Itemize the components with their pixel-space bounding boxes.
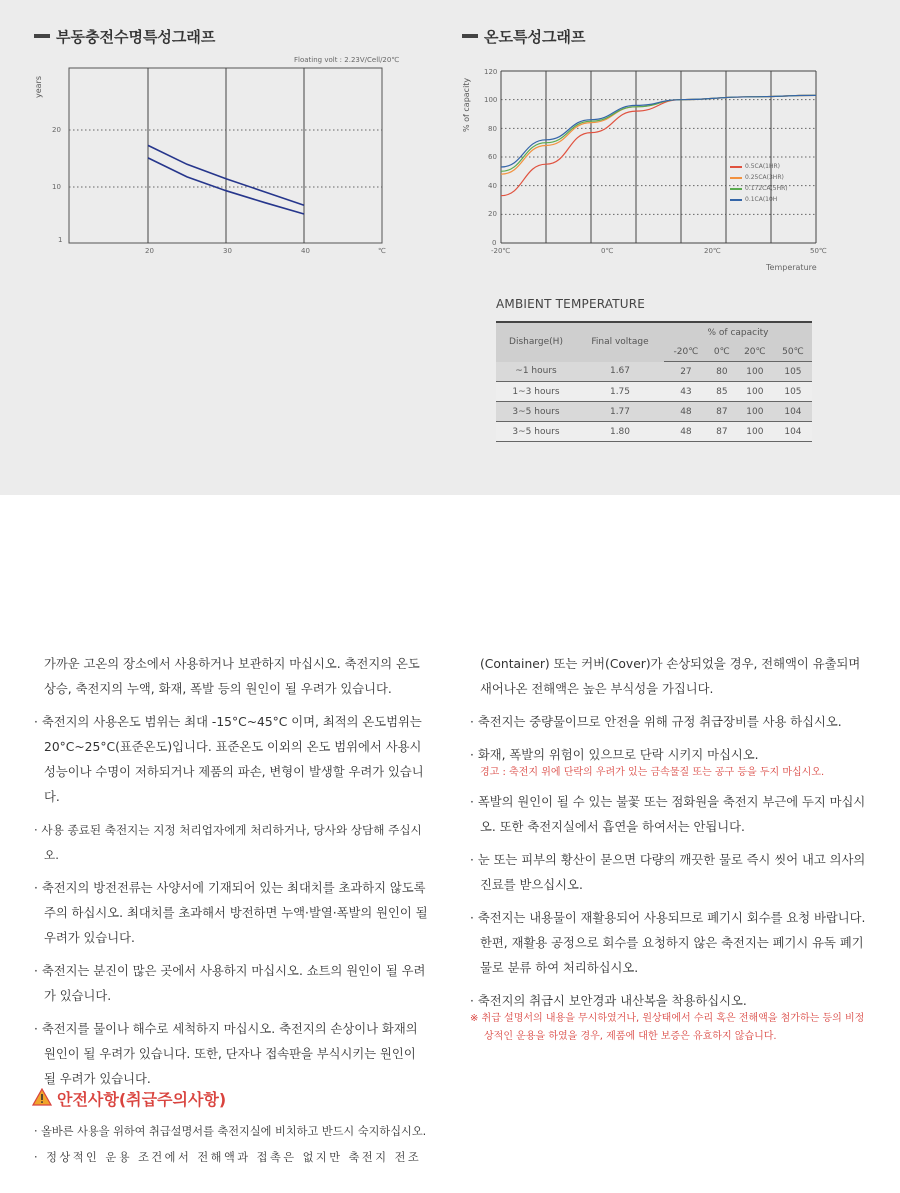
ambient-title: AMBIENT TEMPERATURE [496,297,646,311]
float-ytick-20: 20 [52,126,61,134]
cell: 100 [736,362,774,382]
bullet-item: · 축전지의 사용온도 범위는 최대 -15°C~45°C 이며, 최적의 온도범위는 20°C~25°C(표준온도)입니다. 표준온도 이외의 온도 범위에서 사용시 성능이나 수명이 저하되거나 제품의 파손, 변형이 발생할 우려가 있습니다. [34,715,424,804]
float-xtick-30: 30 [223,247,232,255]
cell: 100 [736,382,774,402]
bullet-item: · 축전지는 중량물이므로 안전을 위해 규정 취급장비를 사용 하십시오. [470,715,842,729]
temp-chart [450,0,900,280]
cell: 27 [664,362,708,382]
bullet-item: · 축전지의 방전전류는 사양서에 기재되어 있는 최대치를 초과하지 않도록 주의 하십시오. 최대치를 초과해서 방전하면 누액·발열·폭발의 원인이 될 우려가 있습니다. [34,881,428,945]
temp-xtick-50: 50℃ [810,247,827,255]
cell: 80 [708,362,736,382]
cell: 105 [774,382,812,402]
bullet-item: · 눈 또는 피부의 황산이 묻으면 다량의 깨끗한 물로 즉시 씻어 내고 의사의 진료를 받으십시오. [470,853,866,892]
cell: 87 [708,402,736,422]
warning-icon [32,1088,52,1110]
temp-xtick-20: 20℃ [704,247,721,255]
float-chart-note: Floating volt : 2.23V/Cell/20℃ [294,56,400,64]
table-row [496,402,812,422]
cell: 48 [664,422,708,442]
cell: 104 [774,402,812,422]
legend-swatch [730,177,742,179]
bullet-item: · 축전지를 물이나 해수로 세척하지 마십시오. 축전지의 손상이나 화재의 원인이 될 우려가 있습니다. 또한, 단자나 접속판을 부식시키는 원인이 될 우려가 있습니다. [34,1022,418,1086]
legend-swatch [730,166,742,168]
float-xtick-20: 20 [145,247,154,255]
cell: 100 [736,422,774,442]
legend-label: 0.1CA(10H [745,196,778,203]
col-temp: 0℃ [708,342,736,362]
cell: 1.67 [576,362,664,382]
bullet-item: · 화재, 폭발의 위험이 있으므로 단락 시키지 마십시오. [470,748,759,762]
cell: 87 [708,422,736,442]
table-row [496,382,812,402]
temp-ytick-20: 20 [488,210,497,218]
float-chart-title-text: 부동충전수명특성그래프 [56,28,216,46]
legend-label: 0.25CA(3HR) [745,174,784,181]
cell: 3~5 hours [496,422,576,442]
legend-swatch [730,199,742,201]
ambient-table [496,321,812,442]
col-discharge: Disharge(H) [496,322,576,362]
disclaimer-note: ※ 취급 설명서의 내용을 무시하였거나, 원상태에서 수리 혹은 전해액을 첨가하는 등의 비정상적인 운용을 하였을 경우, 제품에 대한 보증은 유효하지 않습니다. [470,1013,865,1042]
col-temp: 20℃ [736,342,774,362]
safety-text [34,1119,434,1171]
temp-ytick-0: 0 [492,239,497,247]
temp-ytick-60: 60 [488,153,497,161]
cell: 43 [664,382,708,402]
cell: 105 [774,362,812,382]
legend-item [730,163,780,170]
cell: 85 [708,382,736,402]
float-ytick-1: 1 [58,236,63,244]
temp-xtick-0: 0℃ [601,247,614,255]
legend-swatch [730,188,742,190]
col-final-voltage: Final voltage [576,322,664,362]
bullet-item: · 축전지의 취급시 보안경과 내산복을 착용하십시오. [470,994,747,1008]
cell: 1.75 [576,382,664,402]
bullet-item: · 올바른 사용을 위하여 취급설명서를 축전지실에 비치하고 반드시 숙지하십시오. [34,1125,427,1138]
float-chart-ylabel: years [34,75,43,98]
legend-label: 0.172CA(5HR) [745,185,788,192]
bullet-item: · 사용 종료된 축전지는 지정 처리업자에게 처리하거나, 당사와 상담해 주십시오. [34,823,422,862]
temp-xlabel: Temperature [766,263,817,272]
float-xtick-40: 40 [301,247,310,255]
right-text-column [470,652,870,1054]
cell: 100 [736,402,774,422]
series-line-2 [501,95,816,171]
safety-title-text: 안전사항(취급주의사항) [57,1090,227,1109]
temp-chart-title-text: 온도특성그래프 [484,28,586,46]
temp-ytick-80: 80 [488,125,497,133]
cell: 48 [664,402,708,422]
temp-xtick-m20: -20℃ [491,247,511,255]
table-row [496,362,812,382]
legend-item [730,185,788,192]
bullet-item: · 축전지는 내용물이 재활용되어 사용되므로 폐기시 회수를 요청 바랍니다. 한편, 재활용 공정으로 회수를 요청하지 않은 축전지는 폐기시 유독 폐기물로 분류 하여 처리하십시오. [470,911,866,975]
table-row [496,422,812,442]
series-line-3 [501,95,816,167]
legend-item [730,196,777,203]
cell: 104 [774,422,812,442]
warning-note: 경고 : 축전지 위에 단락의 우려가 있는 금속물질 또는 공구 등을 두지 마십시오. [480,767,825,778]
left-text-column [34,652,430,1100]
paragraph: (Container) 또는 커버(Cover)가 손상되었을 경우, 전해액이 유출되며 새어나온 전해액은 높은 부식성을 가집니다. [480,657,861,696]
temp-ytick-100: 100 [484,96,498,104]
col-temp: -20℃ [664,342,708,362]
temp-chart-ylabel: % of capacity [462,77,471,132]
safety-title [32,1087,226,1112]
legend-item [730,174,784,181]
col-temp: 50℃ [774,342,812,362]
float-chart [0,0,450,270]
paragraph: 가까운 고온의 장소에서 사용하거나 보관하지 마십시오. 축전지의 온도 상승, 축전지의 누액, 화재, 폭발 등의 원인이 될 우려가 있습니다. [44,657,420,696]
cell: ~1 hours [496,362,576,382]
float-ytick-10: 10 [52,183,61,191]
temp-ytick-40: 40 [488,182,497,190]
cell: 1.80 [576,422,664,442]
bullet-item: · 축전지는 분진이 많은 곳에서 사용하지 마십시오. 쇼트의 원인이 될 우려가 있습니다. [34,964,426,1003]
col-capacity: % of capacity [664,322,812,342]
bullet-item: · 정상적인 운용 조건에서 전해액과 접촉은 없지만 축전지 전조 [34,1151,422,1164]
temp-ytick-120: 120 [484,68,498,76]
float-xunit: ℃ [378,247,386,255]
bullet-item: · 폭발의 원인이 될 수 있는 불꽃 또는 점화원을 축전지 부근에 두지 마십시오. 또한 축전지실에서 흡연을 하여서는 안됩니다. [470,795,866,834]
legend-label: 0.5CA(1HR) [745,163,781,170]
cell: 3~5 hours [496,402,576,422]
cell: 1~3 hours [496,382,576,402]
cell: 1.77 [576,402,664,422]
